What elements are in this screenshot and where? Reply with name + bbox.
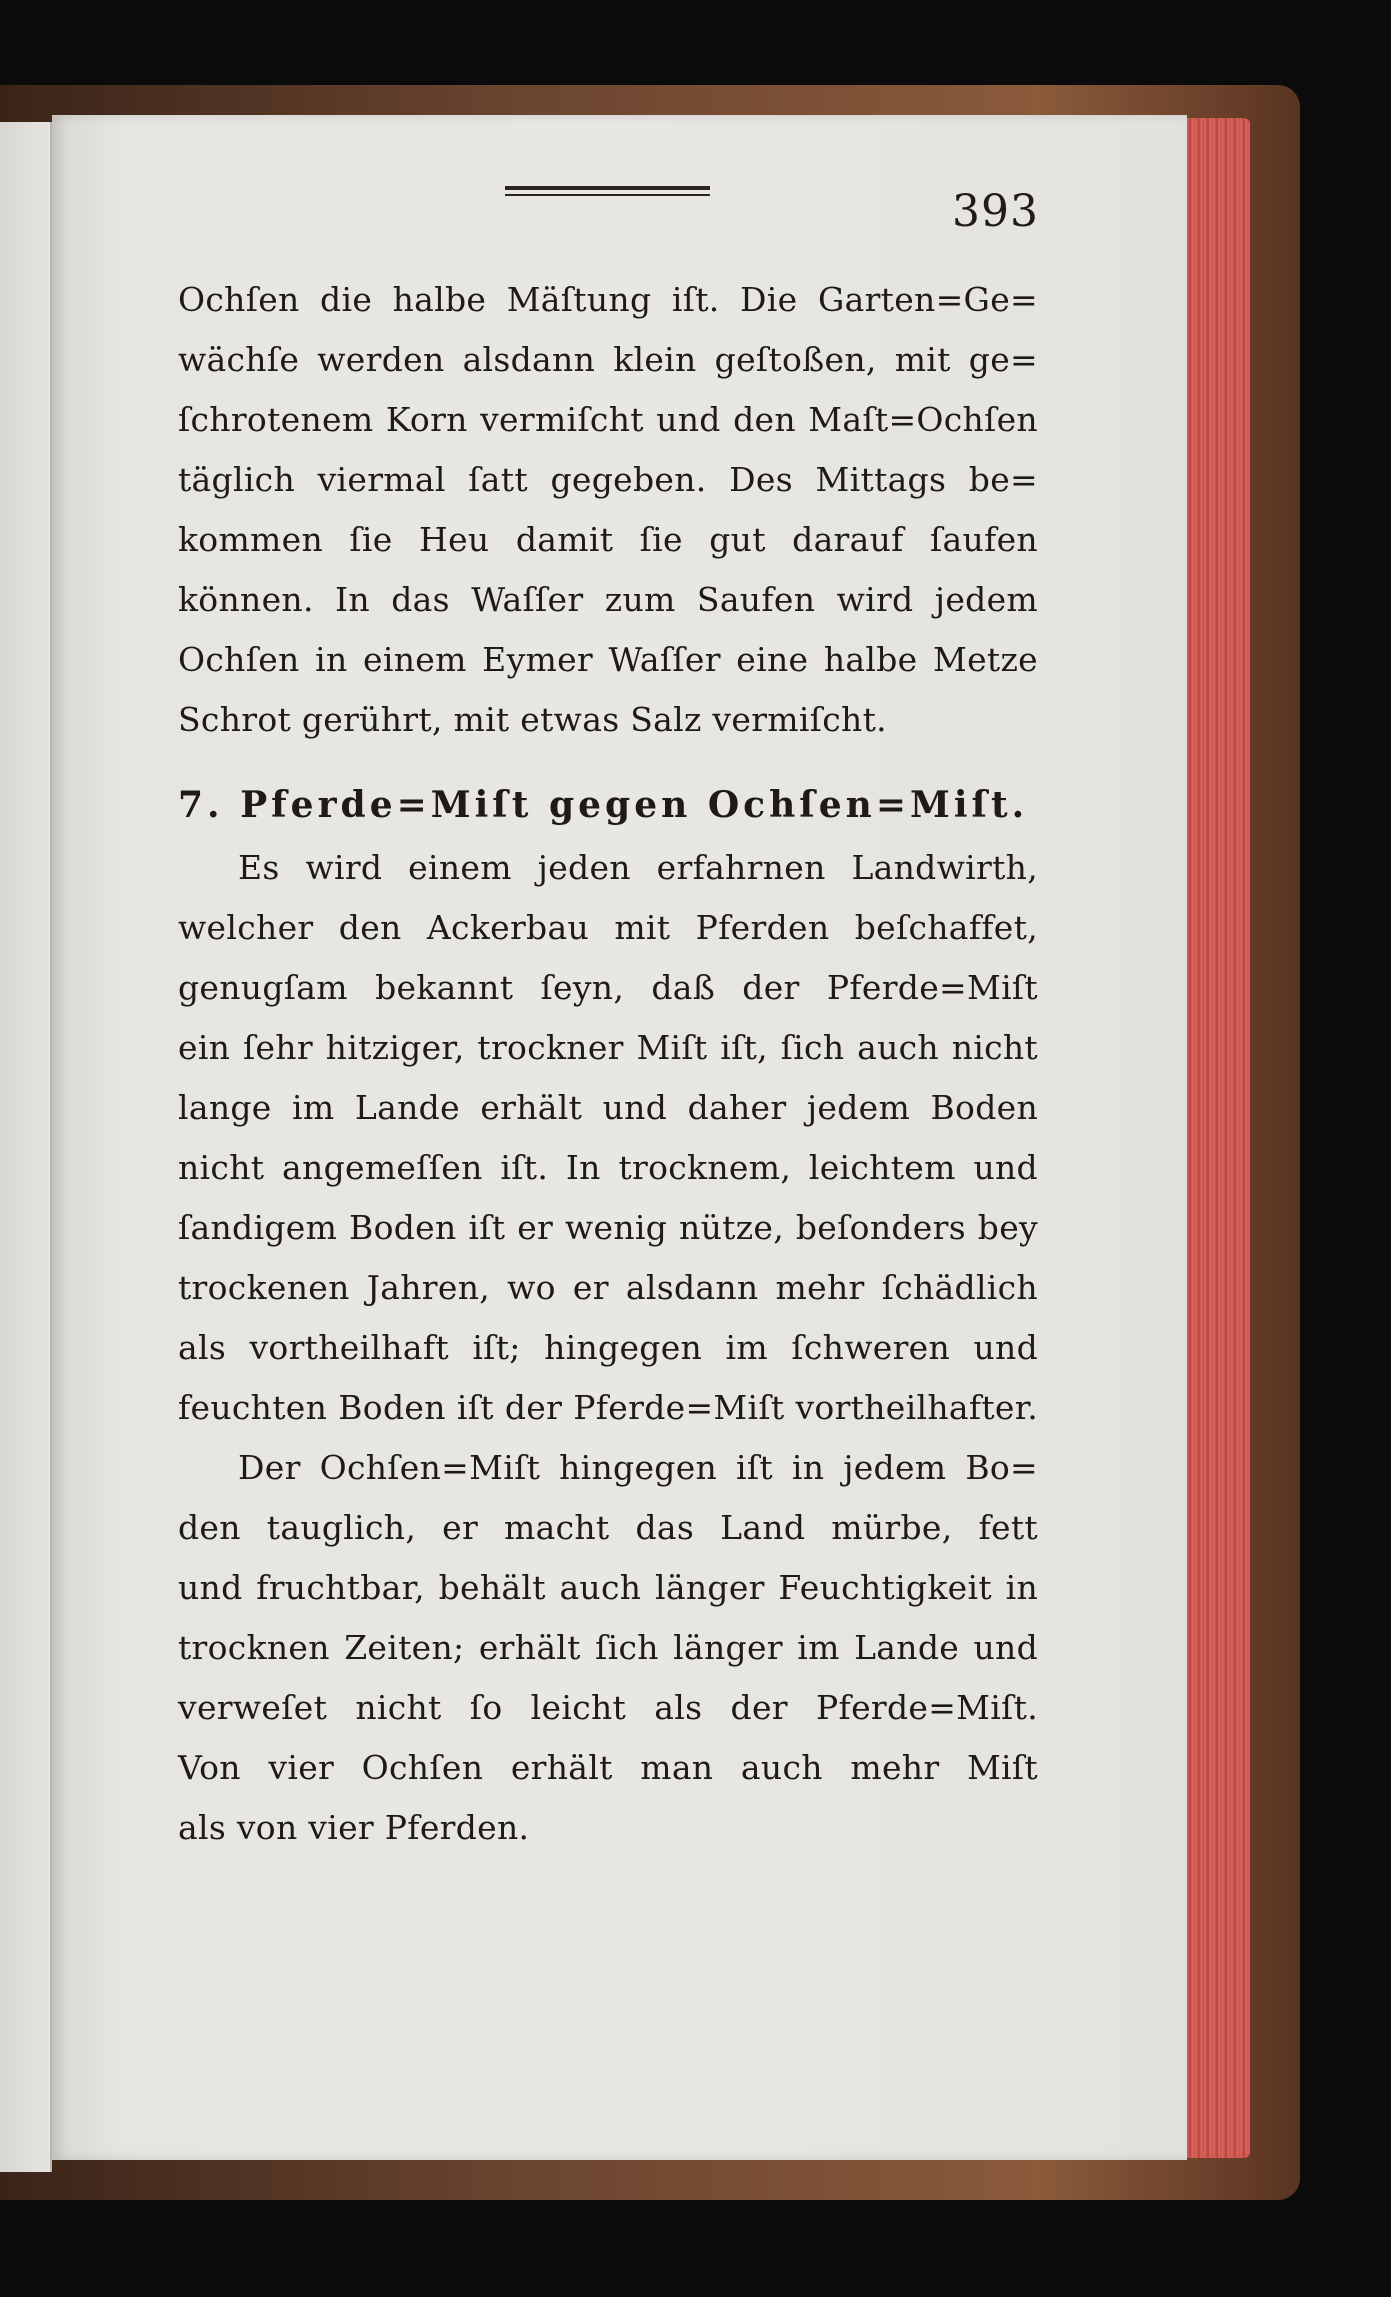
previous-page-edge: [0, 122, 52, 2172]
section-heading: 7. Pferde=Miſt gegen Ochſen=Miſt.: [178, 784, 1029, 826]
page-number: 393: [952, 186, 1039, 237]
text-line: können. In das Waſſer zum Saufen wird jedem: [178, 580, 1038, 619]
text-line: Von vier Ochſen erhält man auch mehr Miſt: [178, 1748, 1038, 1787]
page-text: [178, 270, 1038, 1858]
text-line: als von vier Pferden.: [178, 1808, 530, 1847]
text-line: den tauglich, er macht das Land mürbe, fett: [178, 1508, 1038, 1547]
text-line: verweſet nicht ſo leicht als der Pferde=Miſt.: [178, 1688, 1038, 1727]
text-line: Es wird einem jeden erfahrnen Landwirth,: [238, 848, 1038, 887]
text-line: und fruchtbar, behält auch länger Feuchtigkeit in: [178, 1568, 1038, 1607]
text-line: als vortheilhaft iſt; hingegen im ſchweren und: [178, 1328, 1038, 1367]
text-line: ein ſehr hitziger, trockner Miſt iſt, ſich auch nicht: [178, 1028, 1038, 1067]
text-line: ſandigem Boden iſt er wenig nütze, beſonders bey: [178, 1208, 1038, 1247]
text-line: Ochſen die halbe Mäſtung iſt. Die Garten=Ge=: [178, 280, 1038, 319]
text-line: täglich viermal ſatt gegeben. Des Mittags be=: [178, 460, 1038, 499]
text-line: genugſam bekannt ſeyn, daß der Pferde=Miſt: [178, 968, 1038, 1007]
text-line: lange im Lande erhält und daher jedem Boden: [178, 1088, 1038, 1127]
text-line: welcher den Ackerbau mit Pferden beſchaffet,: [178, 908, 1038, 947]
text-line: Ochſen in einem Eymer Waſſer eine halbe Metze: [178, 640, 1038, 679]
text-line: ſchrotenem Korn vermiſcht und den Maſt=Ochſen: [178, 400, 1038, 439]
paragraph-horse-manure: [178, 838, 1038, 1438]
text-line: Der Ochſen=Miſt hingegen iſt in jedem Bo=: [238, 1448, 1038, 1487]
text-line: feuchten Boden iſt der Pferde=Miſt vortheilhafter.: [178, 1388, 1038, 1427]
text-line: wächſe werden alsdann klein geſtoßen, mit ge=: [178, 340, 1038, 379]
text-line: Schrot gerührt, mit etwas Salz vermiſcht.: [178, 700, 887, 739]
text-line: nicht angemeſſen iſt. In trocknem, leichtem und: [178, 1148, 1038, 1187]
text-line: kommen ſie Heu damit ſie gut darauf ſaufen: [178, 520, 1038, 559]
intro-paragraph: [178, 270, 1038, 750]
paragraph-ox-manure: [178, 1438, 1038, 1858]
text-line: trockenen Jahren, wo er alsdann mehr ſchädlich: [178, 1268, 1038, 1307]
text-line: trocknen Zeiten; erhält ſich länger im Lande und: [178, 1628, 1038, 1667]
header-rule: [505, 186, 710, 200]
